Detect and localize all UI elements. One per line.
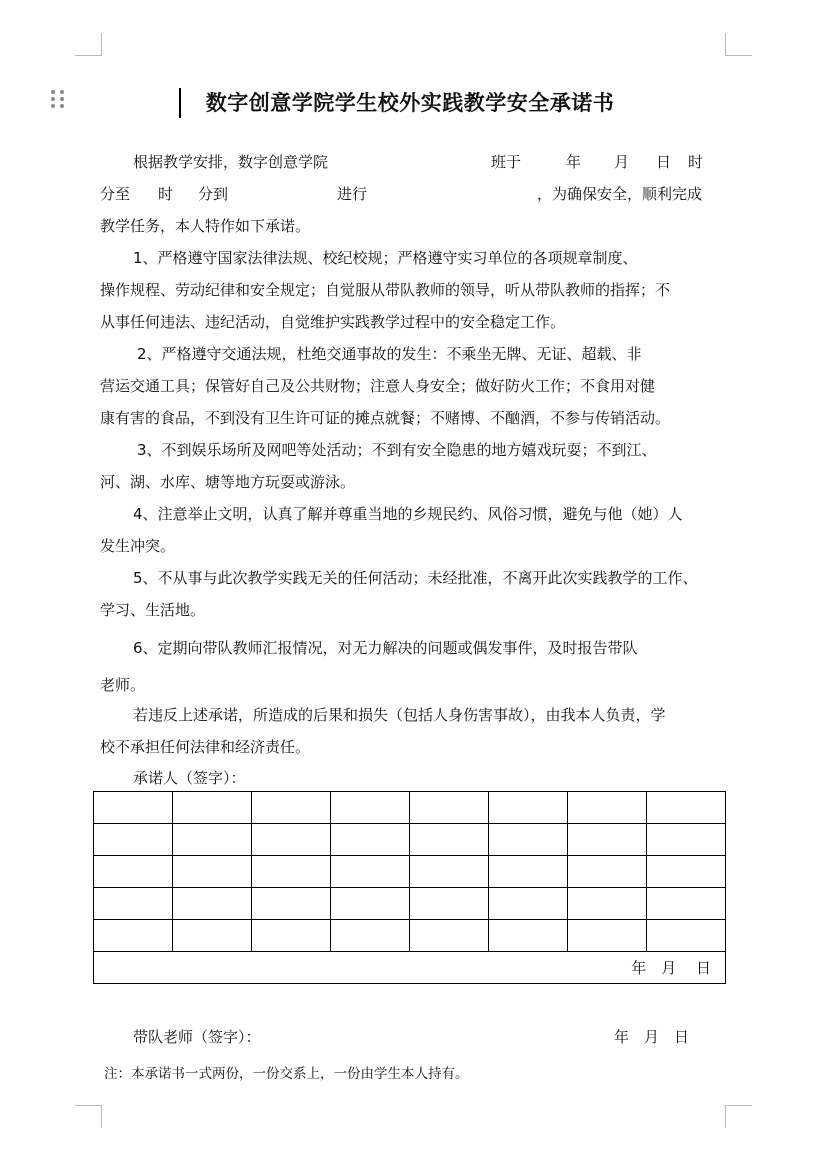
table-row xyxy=(94,856,726,888)
intro-hour[interactable]: 时 xyxy=(688,153,704,171)
item1-line2[interactable]: 操作规程、劳动纪律和安全规定；自觉服从带队教师的领导，听从带队教师的指挥；不 xyxy=(100,281,671,299)
breach-line2[interactable]: 校不承担任何法律和经济责任。 xyxy=(100,738,311,756)
table-cell[interactable] xyxy=(173,888,252,920)
table-cell[interactable] xyxy=(489,888,568,920)
teacher-label[interactable]: 带队老师（签字）： xyxy=(133,1028,261,1046)
table-row xyxy=(94,792,726,824)
table-cell[interactable] xyxy=(489,856,568,888)
table-row xyxy=(94,888,726,920)
item4-line1[interactable]: 4、注意举止文明，认真了解并尊重当地的乡规民约、风俗习惯，避免与他（她）人 xyxy=(133,505,683,523)
item2-line1[interactable]: 2、严格遵守交通法规，杜绝交通事故的发生：不乘坐无牌、无证、超载、非 xyxy=(137,345,642,363)
table-cell[interactable] xyxy=(252,920,331,952)
table-cell[interactable] xyxy=(489,792,568,824)
table-cell[interactable] xyxy=(647,920,726,952)
table-cell[interactable] xyxy=(568,824,647,856)
table-cell[interactable] xyxy=(647,792,726,824)
item6-line1[interactable]: 6、定期向带队教师汇报情况，对无力解决的问题或偶发事件，及时报告带队 xyxy=(133,639,638,657)
table-row xyxy=(94,952,726,984)
table-cell[interactable] xyxy=(410,888,489,920)
intro-minute-to[interactable]: 分至 xyxy=(100,185,131,203)
table-cell[interactable] xyxy=(94,792,173,824)
table-cell[interactable] xyxy=(173,824,252,856)
breach-line1[interactable]: 若违反上述承诺，所造成的后果和损失（包括人身伤害事故），由我本人负责，学 xyxy=(133,706,666,724)
table-cell[interactable] xyxy=(173,792,252,824)
document-title[interactable]: 数字创意学院学生校外实践教学安全承诺书 xyxy=(205,90,615,115)
table-cell[interactable] xyxy=(94,888,173,920)
table-cell[interactable] xyxy=(331,888,410,920)
corner-mark-bottom-left xyxy=(75,1105,102,1128)
table-cell[interactable] xyxy=(410,856,489,888)
signature-table xyxy=(93,791,726,984)
intro-purpose[interactable]: ，为确保安全，顺利完成 xyxy=(537,185,703,203)
table-cell[interactable] xyxy=(331,920,410,952)
intro-line3[interactable]: 教学任务，本人特作如下承诺。 xyxy=(100,217,311,235)
signer-label[interactable]: 承诺人（签字）： xyxy=(133,769,246,787)
table-cell[interactable] xyxy=(410,792,489,824)
item1-line3[interactable]: 从事任何违法、违纪活动，自觉维护实践教学过程中的安全稳定工作。 xyxy=(100,313,566,331)
table-cell[interactable] xyxy=(568,920,647,952)
table-cell[interactable] xyxy=(94,824,173,856)
drag-handle-icon[interactable] xyxy=(51,90,65,112)
table-cell[interactable] xyxy=(489,920,568,952)
table-cell[interactable] xyxy=(94,920,173,952)
footnote[interactable]: 注：本承诺书一式两份，一份交系上，一份由学生本人持有。 xyxy=(104,1066,469,1082)
table-cell[interactable] xyxy=(568,792,647,824)
intro-minute2[interactable]: 分到 xyxy=(198,185,229,203)
table-cell[interactable] xyxy=(94,856,173,888)
table-cell[interactable] xyxy=(410,920,489,952)
intro-part1[interactable]: 根据教学安排，数字创意学院 xyxy=(133,153,329,171)
intro-class-suffix[interactable]: 班于 xyxy=(491,153,522,171)
item6-line2[interactable]: 老师。 xyxy=(100,676,146,694)
table-cell[interactable] xyxy=(252,824,331,856)
item5-line2[interactable]: 学习、生活地。 xyxy=(100,601,206,619)
table-cell[interactable] xyxy=(252,856,331,888)
item2-line2[interactable]: 营运交通工具；保管好自己及公共财物；注意人身安全；做好防火工作；不食用对健 xyxy=(100,377,656,395)
teacher-date[interactable]: 年 月 日 xyxy=(614,1028,690,1046)
intro-conduct[interactable]: 进行 xyxy=(337,185,368,203)
table-cell[interactable] xyxy=(331,824,410,856)
table-cell[interactable] xyxy=(647,856,726,888)
item1-line1[interactable]: 1、严格遵守国家法律法规、校纪校规；严格遵守实习单位的各项规章制度、 xyxy=(133,249,638,267)
table-cell[interactable] xyxy=(252,792,331,824)
table-cell[interactable] xyxy=(252,888,331,920)
corner-mark-top-left xyxy=(75,33,102,56)
corner-mark-bottom-right xyxy=(725,1105,752,1128)
intro-hour2[interactable]: 时 xyxy=(158,185,174,203)
table-cell[interactable] xyxy=(410,824,489,856)
table-cell[interactable] xyxy=(331,792,410,824)
table-cell[interactable] xyxy=(331,856,410,888)
item2-line3[interactable]: 康有害的食品，不到没有卫生许可证的摊点就餐；不赌博、不酗酒，不参与传销活动。 xyxy=(100,409,671,427)
table-cell[interactable] xyxy=(173,856,252,888)
table-cell[interactable] xyxy=(647,824,726,856)
intro-year[interactable]: 年 xyxy=(566,153,582,171)
table-row xyxy=(94,920,726,952)
table-row xyxy=(94,824,726,856)
item4-line2[interactable]: 发生冲突。 xyxy=(100,537,176,555)
item3-line1[interactable]: 3、不到娱乐场所及网吧等处活动；不到有安全隐患的地方嬉戏玩耍；不到江、 xyxy=(137,441,657,459)
table-cell[interactable] xyxy=(568,888,647,920)
item5-line1[interactable]: 5、不从事与此次教学实践无关的任何活动；未经批准，不离开此次实践教学的工作、 xyxy=(133,569,698,587)
item3-line2[interactable]: 河、湖、水库、塘等地方玩耍或游泳。 xyxy=(100,473,356,491)
corner-mark-top-right xyxy=(725,33,752,56)
table-cell[interactable] xyxy=(568,856,647,888)
intro-day[interactable]: 日 xyxy=(656,153,672,171)
intro-month[interactable]: 月 xyxy=(614,153,630,171)
table-cell[interactable] xyxy=(647,888,726,920)
table-date-cell[interactable]: 年 月 日 xyxy=(94,952,726,984)
table-cell[interactable] xyxy=(173,920,252,952)
table-cell[interactable] xyxy=(489,824,568,856)
